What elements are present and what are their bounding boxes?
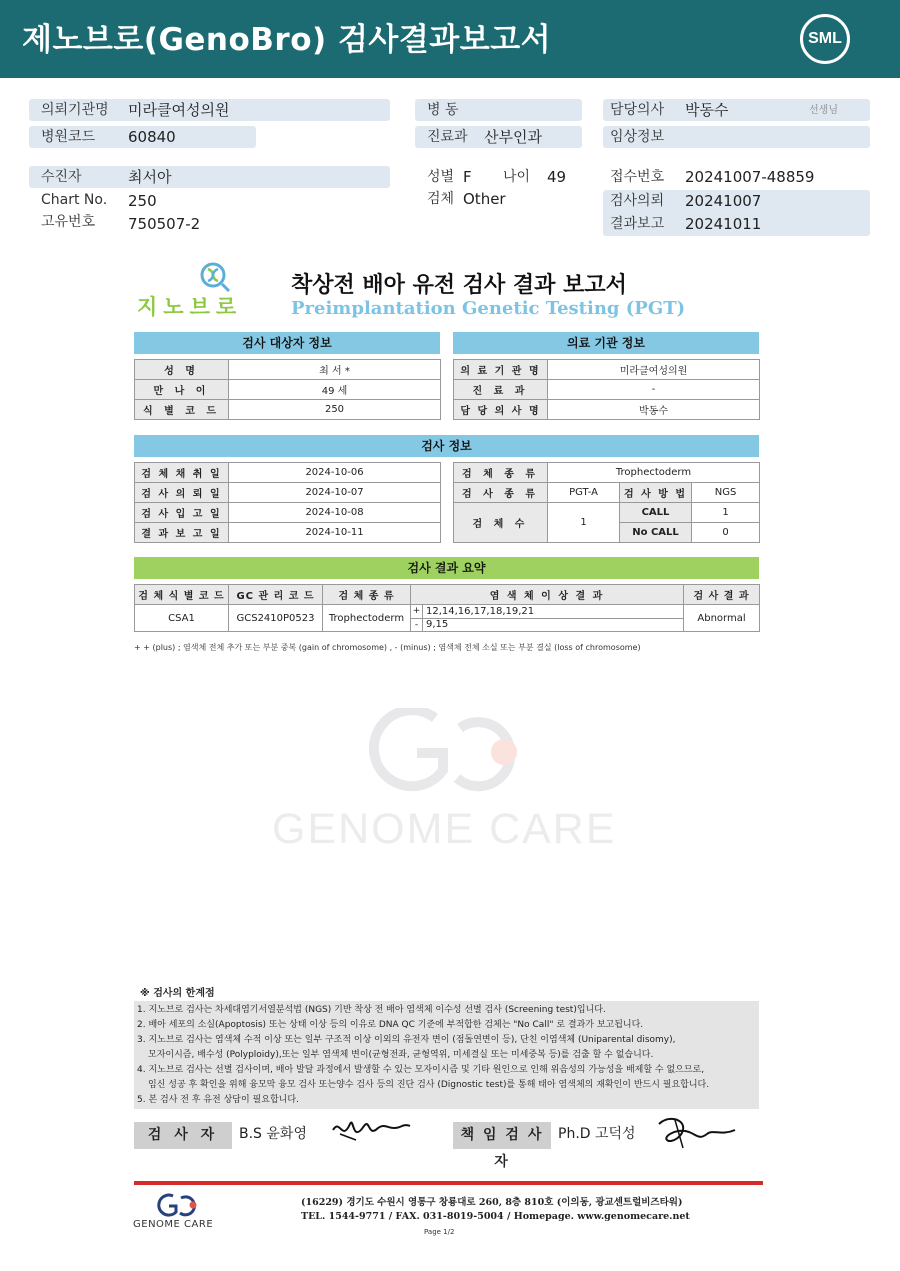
limitations-box [134,1001,759,1109]
table-row [135,585,760,605]
specimen-count-label: 검 체 수 [454,503,548,543]
ordering-institution-value: 미라클여성의원 [128,101,230,119]
received-date-value: 2024-10-08 [229,503,441,523]
table-row [135,380,441,400]
received-date-label: 검 사 입 고 일 [135,503,229,523]
summary-table [134,584,760,632]
summary-plus-value: 12,14,16,17,18,19,21 [423,605,684,619]
specimen-type-label: 검 체 종 류 [454,463,548,483]
report-title-ko: 착상전 배아 유전 검사 결과 보고서 [291,273,627,298]
call-value: 1 [692,503,760,523]
examiner-label: 검 사 자 [134,1122,232,1149]
institution-doctor-value: 박동수 [548,400,760,420]
subject-age-label: 만 나 이 [135,380,229,400]
summary-col-abnormality: 염 색 체 이 상 결 과 [411,585,684,605]
limitation-line: 임신 성공 후 확인을 위해 융모막 융모 검사 또는양수 검사 등의 진단 검사 (Dignostic test)를 통해 태아 염색체의 재확인이 반드시 필요합니다. [148,1080,710,1090]
hospital-code-value: 60840 [128,128,176,146]
subject-age-value: 49 세 [229,380,441,400]
request-date-value: 20241007 [685,192,762,210]
summary-col-type: 검 체 종 류 [323,585,411,605]
director-name: Ph.D 고덕성 [558,1126,636,1142]
doctor-value: 박동수 [685,101,729,119]
table-row [135,483,441,503]
summary-type-value: Trophectoderm [323,605,411,632]
examiner-signature [330,1114,412,1148]
test-info-section-header: 검사 정보 [134,435,759,457]
page-number: Page 1/2 [424,1228,455,1236]
subject-table [134,359,441,420]
age-value: 49 [547,168,567,186]
sex-label: 성별 [427,169,455,185]
limitations-heading: ※ 검사의 한계점 [140,988,215,999]
institution-table [453,359,760,420]
brand-name: 지노브로 [137,295,243,319]
receipt-no-value: 20241007-48859 [685,168,815,186]
limitation-line: 5. 본 검사 전 후 유전 상담이 필요합니다. [137,1095,299,1105]
subject-name-label: 성 명 [135,360,229,380]
table-row [135,523,441,543]
report-date-label-2: 결 과 보 고 일 [135,523,229,543]
director-label: 책 임 검 사 자 [453,1122,551,1149]
specimen-label: 검체 [427,191,455,207]
page-title: 제노브로(GenoBro) 검사결과보고서 [22,22,552,58]
institution-name-label: 의 료 기 관 명 [454,360,548,380]
ordering-institution-label: 의뢰기관명 [41,102,109,118]
collection-date-label: 검 체 채 취 일 [135,463,229,483]
summary-col-result: 검 사 결 과 [684,585,760,605]
specimen-value: Other [463,190,506,208]
patient-value: 최서아 [128,168,172,186]
chart-no-value: 250 [128,192,157,210]
genome-care-watermark-logo [365,708,525,798]
limitation-line: 2. 배아 세포의 소실(Apoptosis) 또는 상태 이상 등의 이유로 DNA QC 기준에 부적합한 검체는 "No Call" 로 결과가 보고됩니다. [137,1020,644,1030]
department-value: 산부인과 [484,128,542,146]
clinical-info-label: 임상정보 [610,129,665,145]
table-row [135,360,441,380]
examiner-name: B.S 윤화영 [239,1126,307,1142]
request-date-label-2: 검 사 의 뢰 일 [135,483,229,503]
institution-section-header: 의료 기관 정보 [453,332,759,354]
unique-no-value: 750507-2 [128,215,201,233]
institution-doctor-label: 담 당 의 사 명 [454,400,548,420]
subject-id-label: 식 별 코 드 [135,400,229,420]
nocall-label: No CALL [620,523,692,543]
institution-name-value: 미라클여성의원 [548,360,760,380]
footer-logo-text: GENOME CARE [133,1219,214,1230]
table-row [454,503,760,523]
table-row [454,463,760,483]
footer-contact: TEL. 1544-9771 / FAX. 031-8019-5004 / Homepage. www.genomecare.net [301,1211,690,1222]
sex-value: F [463,168,472,186]
table-row [454,380,760,400]
sml-logo: SML [800,14,850,64]
chart-no-label: Chart No. [41,192,108,208]
ward-label: 병 동 [427,102,459,118]
summary-gc-value: GCS2410P0523 [229,605,323,632]
limitation-line: 3. 지노브로 검사는 염색체 수적 이상 또는 일부 구조적 이상 이외의 유전자 변이 (점돌연변이 등), 단친 이염색체 (Uniparental disomy), [137,1035,676,1045]
test-specimen-table [453,462,760,543]
collection-date-value: 2024-10-06 [229,463,441,483]
summary-section-header: 검사 결과 요약 [134,557,759,579]
age-label: 나이 [503,169,531,185]
subject-id-value: 250 [229,400,441,420]
doctor-suffix: 선생님 [809,105,838,116]
subject-name-value: 최 서 * [229,360,441,380]
doctor-label: 담당의사 [610,102,665,118]
test-method-value: NGS [692,483,760,503]
table-row [454,400,760,420]
table-row [135,503,441,523]
header-row-patient [29,166,390,188]
director-signature [653,1114,737,1150]
institution-dept-value: - [548,380,760,400]
institution-dept-label: 진 료 과 [454,380,548,400]
footer-divider [134,1181,763,1185]
receipt-no-label: 접수번호 [610,169,665,185]
test-dates-table [134,462,441,543]
test-method-label: 검 사 방 법 [620,483,692,503]
summary-result-value: Abnormal [684,605,760,632]
summary-minus-value: 9,15 [423,618,684,632]
table-row [454,360,760,380]
table-row [135,400,441,420]
call-label: CALL [620,503,692,523]
minus-sign: - [411,618,423,632]
genome-care-watermark: GENOME CARE [272,805,617,853]
footer-address: (16229) 경기도 수원시 영통구 창룡대로 260, 8층 810호 (이의동, 광교센트럴비즈타워) [301,1197,683,1208]
plus-sign: + [411,605,423,619]
test-type-value: PGT-A [548,483,620,503]
subject-section-header: 검사 대상자 정보 [134,332,440,354]
table-row [135,463,441,483]
report-title-en: Preimplantation Genetic Testing (PGT) [291,298,686,319]
genome-care-logo [157,1193,197,1219]
nocall-value: 0 [692,523,760,543]
test-type-label: 검 사 종 류 [454,483,548,503]
summary-footnote: + + (plus) ; 염색체 전체 추가 또는 부분 중복 (gain of chromosome) , - (minus) ; 염색체 전체 소실 또는 부분 결실 (loss of chromosome) [134,643,641,652]
request-date-label: 검사의뢰 [610,193,665,209]
patient-label: 수진자 [41,169,82,185]
table-row [454,483,760,503]
limitation-line: 1. 지노브로 검사는 차세대염기서열분석법 (NGS) 기반 착상 전 배아 염색체 이수성 선별 검사 (Screening test)입니다. [137,1005,606,1015]
genobro-dna-icon [196,260,232,294]
specimen-count-value: 1 [548,503,620,543]
request-date-value-2: 2024-10-07 [229,483,441,503]
summary-id-value: CSA1 [135,605,229,632]
report-date-value: 20241011 [685,215,762,233]
limitation-line: 모자이시즘, 배수성 (Polyploidy),또는 일부 염색체 변이(균형전좌, 균형역위, 미세결실 또는 미세중복 등)를 검출 할 수 없습니다. [148,1050,654,1060]
report-date-label: 결과보고 [610,216,665,232]
report-date-value-2: 2024-10-11 [229,523,441,543]
summary-col-id: 검 체 식 별 코 드 [135,585,229,605]
hospital-code-label: 병원코드 [41,129,96,145]
specimen-type-value: Trophectoderm [548,463,760,483]
footer-address-block [301,1196,690,1224]
limitation-line: 4. 지노브로 검사는 선별 검사이며, 배아 발달 과정에서 발생할 수 있는 모자이시즘 및 기타 원인으로 인해 위음성의 가능성을 배제할 수 없으므로, [137,1065,705,1075]
department-label: 진료과 [427,129,468,145]
table-row [135,605,760,619]
unique-no-label: 고유번호 [41,214,96,230]
summary-col-gc: GC 관 리 코 드 [229,585,323,605]
